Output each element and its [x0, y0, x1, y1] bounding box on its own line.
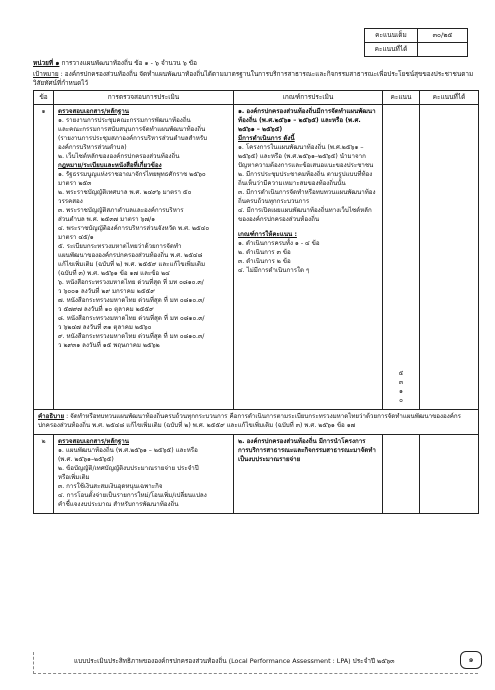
- score-points-value: ๓: [398, 378, 404, 386]
- law-item: (ฉบับที่ ๓) พ.ศ. ๒๕๖๑ ข้อ ๑๗ และข้อ ๒๔: [58, 269, 170, 277]
- doc-cell: [54, 434, 234, 513]
- doc-item: ๔. การโอนตั้งจ่ายเป็นรายการใหม่/โอนเพิ่ม/เปลี่ยนแปลง: [58, 491, 207, 499]
- law-item: มาตรา ๒๕๓: [58, 179, 92, 187]
- assessment-table: [33, 90, 479, 514]
- law-title: กฎหมาย/ระเบียบและหนังสือที่เกี่ยวข้อง: [58, 161, 162, 169]
- doc-item: องค์การบริหารส่วนตำบล): [58, 143, 127, 151]
- criteria-step: ๑. โครงการในแผนพัฒนาท้องถิ่น (พ.ศ.๒๕๖๑ – ๒๕๖๕) และหรือ (พ.ศ.๒๕๖๑–๒๕๖๕) นำมาจากปัญหาความต้องการและข้อเสนอแนะของประชาชน: [238, 143, 374, 169]
- doc-item: ๑. รายงานการประชุมคณะกรรมการพัฒนาท้องถิ่น: [58, 116, 191, 124]
- criteria-head: ๒. องค์กรปกครองส่วนท้องถิ่น มีการนำโครงการ การบริการสาธารณะและกิจกรรมสาธารณะมาจัดทำเป็นงบประมาณรายจ่าย: [238, 437, 376, 463]
- score-cell: [383, 434, 420, 513]
- goal-label: เป้าหมาย: [33, 69, 59, 78]
- doc-title: ตรวจสอบเอกสาร/หลักฐาน: [58, 108, 130, 115]
- header-score: คะแนน: [383, 91, 420, 105]
- section-heading: [33, 59, 478, 90]
- score-cell: [383, 105, 420, 410]
- table-row: [34, 105, 479, 410]
- doc-item: ๒. ข้อบัญญัติ/เทศบัญญัติงบประมาณรายจ่าย ประจำปี: [58, 464, 199, 472]
- criteria-cell: [234, 105, 383, 410]
- law-item: มาตรา ๔๕/๑: [58, 233, 94, 241]
- law-item: แผนพัฒนาขององค์กรปกครองส่วนท้องถิ่น พ.ศ. ๒๕๔๘: [58, 251, 203, 259]
- row-number: ๒: [34, 434, 54, 513]
- doc-item: ๒. เว็บไซต์หลักขององค์กรปกครองส่วนท้องถิ่น: [58, 152, 180, 160]
- law-item: ๘. หนังสือกระทรวงมหาดไทย ด่วนที่สุด ที่ มท ๐๘๑๐.๓/: [58, 314, 205, 322]
- law-item: ๒. พระราชบัญญัติเทศบาล พ.ศ. ๒๔๙๖ มาตรา ๕๐: [58, 188, 192, 196]
- doc-item: (รายงานการประชุมสภาองค์การบริหารส่วนตำบลสำหรับ: [58, 134, 208, 142]
- page-number: ๑: [460, 651, 482, 669]
- score-points-value: ๐: [399, 396, 403, 404]
- explain-label: คำอธิบาย: [38, 412, 65, 420]
- law-item: วรรคสอง: [58, 197, 83, 205]
- criteria-step: ๒. มีการประชุมประชาคมท้องถิ่น ตามรูปแบบที่ท้องถิ่นเห็นว่ามีความเหมาะสมของท้องถิ่นนั้น: [238, 170, 373, 187]
- table-row: [34, 434, 479, 513]
- law-item: ๑. รัฐธรรมนูญแห่งราชอาณาจักรไทยพุทธศักราช ๒๕๖๐: [58, 170, 206, 178]
- header-doc: การตรวจสอบการประเมิน: [54, 91, 234, 105]
- row-number: ๑: [34, 105, 54, 410]
- score-points: [385, 370, 417, 406]
- doc-list: [58, 117, 229, 162]
- header-got: คะแนนที่ได้: [420, 91, 479, 105]
- law-item: ว ๖๐๐๑ ลงวันที่ ๒๙ มกราคม ๒๕๕๙: [58, 287, 155, 295]
- score-criterion: ๓. ดำเนินการ ๒ ข้อ: [238, 257, 291, 265]
- score-points-value: ๑: [399, 387, 403, 395]
- doc-item: หรือเพิ่มเติม: [58, 473, 90, 481]
- table-header-row: [34, 91, 479, 105]
- full-score-value: ๓๐/๒๕: [418, 29, 468, 43]
- doc-item: ๑. แผนพัฒนาท้องถิ่น (พ.ศ.๒๕๖๑ – ๒๕๖๕) และหรือ: [58, 446, 198, 454]
- page-footer: [33, 652, 478, 674]
- doc-cell: [54, 105, 234, 410]
- obtained-cell: [420, 434, 479, 513]
- explain-text: : จัดทำหรือทบทวนแผนพัฒนาท้องถิ่นครบถ้วนทุกกระบวนการ คือการดำเนินการตามระเบียบกระทรวงมหาดไทยว่าด้วยการจัดทำแผนพัฒนาขององค์กรปกครองส่วนท้องถิ่น พ.ศ. ๒๕๔๘ แก้ไขเพิ่มเติม (ฉบับที่ ๒) พ.ศ. ๒๕๕๙ และแก้ไขเพิ่มเติม (ฉบับที่ ๓) พ.ศ. ๒๕๖๑ ข้อ ๑๗: [38, 412, 461, 429]
- law-item: ๙. หนังสือกระทรวงมหาดไทย ด่วนที่สุด ที่ มท ๐๘๑๐.๓/: [58, 332, 205, 340]
- law-item: ๗. หนังสือกระทรวงมหาดไทย ด่วนที่สุด ที่ มท ๐๘๑๐.๓/: [58, 296, 205, 304]
- law-item: ๕. ระเบียบกระทรวงมหาดไทยว่าด้วยการจัดทำ: [58, 242, 182, 250]
- criteria-step: ๔. มีการเปิดเผยแผนพัฒนาท้องถิ่นทางเว็บไซต์หลักขององค์กรปกครองส่วนท้องถิ่น: [238, 206, 372, 223]
- law-item: ๓. พระราชบัญญัติสภาตำบลและองค์การบริหาร: [58, 206, 184, 214]
- obtained-score-value: [418, 43, 468, 57]
- doc-item: คำชี้แจงงบประมาณ สำหรับการพัฒนาท้องถิ่น: [58, 500, 179, 508]
- footer-text: แบบประเมินประสิทธิภาพขององค์กรปกครองส่วนท้องถิ่น (Local Performance Assessment : LPA) ประจำปี ๒๕๖๓: [74, 657, 395, 665]
- criteria-scores: [238, 240, 378, 276]
- criteria-cell: [234, 434, 383, 513]
- doc-item: และคณะกรรมการสนับสนุนการจัดทำแผนพัฒนาท้องถิ่น: [58, 125, 206, 133]
- doc-title: ตรวจสอบเอกสาร/หลักฐาน: [58, 437, 130, 445]
- law-item: ส่วนตำบล พ.ศ. ๒๕๓๗ มาตรา ๖๗/๑: [58, 215, 156, 223]
- score-criterion: ๑. ดำเนินการครบทั้ง ๑ - ๔ ข้อ: [238, 239, 320, 247]
- criteria-steps-title: มีการดำเนินการ ดังนี้: [238, 134, 295, 142]
- goal-text: : องค์กรปกครองส่วนท้องถิ่น จัดทำแผนพัฒนาท้องถิ่นได้ตามมาตรฐานในการบริการสาธารณะและกิจกรรมสาธารณะเพื่อประโยชน์สุขของประชาชนตามวิสัยทัศน์ที่กำหนดไว้: [33, 69, 474, 88]
- score-criterion: ๒. ดำเนินการ ๓ ข้อ: [238, 248, 291, 256]
- law-item: ๖. หนังสือกระทรวงมหาดไทย ด่วนที่สุด ที่ มท ๐๘๑๐.๓/: [58, 278, 204, 286]
- obtained-cell: [420, 105, 479, 410]
- score-criterion: ๔. ไม่มีการดำเนินการใด ๆ: [238, 266, 310, 274]
- doc-list: [58, 447, 229, 510]
- doc-item: ๓. การใช้เงินสะสมเงินอุดหนุนเฉพาะกิจ: [58, 482, 163, 490]
- explain-cell: [34, 409, 479, 434]
- law-list: [58, 171, 229, 351]
- law-item: ว ๖๒๔๗ ลงวันที่ ๓๑ ตุลาคม ๒๕๖๐: [58, 323, 152, 331]
- law-item: ว ๒๙๓๑ ลงวันที่ ๑๕ พฤษภาคม ๒๕๖๒: [58, 341, 160, 349]
- header-crit: เกณฑ์การประเมิน: [234, 91, 383, 105]
- unit-text: การวางแผนพัฒนาท้องถิ่น ข้อ ๑ - ๖ จำนวน ๖ ข้อ: [59, 59, 197, 67]
- law-item: แก้ไขเพิ่มเติม (ฉบับที่ ๒) พ.ศ. ๒๕๕๙ และแก้ไขเพิ่มเติม: [58, 260, 206, 268]
- criteria-steps: [238, 144, 378, 225]
- law-item: ว ๕๗๙๗ ลงวันที่ ๑๐ ตุลาคม ๒๕๕๙: [58, 305, 154, 313]
- unit-label: หน่วยที่ ๑: [33, 59, 60, 67]
- criteria-head: ๑. องค์กรปกครองส่วนท้องถิ่นมีการจัดทำแผนพัฒนาท้องถิ่น (พ.ศ.๒๕๖๑ – ๒๕๖๕) และหรือ (พ.ศ. ๒๕๖๑ – ๒๕๖๕): [238, 108, 376, 133]
- goal-line: [33, 70, 478, 89]
- score-box: [364, 28, 468, 57]
- full-score-label: คะแนนเต็ม: [365, 29, 418, 43]
- score-points-value: ๕: [398, 370, 404, 377]
- header-no: ข้อ: [34, 91, 54, 105]
- explain-row: [34, 409, 479, 434]
- criteria-step: ๓. มีการดำเนินการจัดทำหรือทบทวนแผนพัฒนาท้องถิ่นครบถ้วนทุกกระบวนการ: [238, 188, 376, 205]
- law-item: ๔. พระราชบัญญัติองค์การบริหารส่วนจังหวัด พ.ศ. ๒๕๔๐: [58, 224, 210, 232]
- unit-line: [33, 59, 478, 69]
- criteria-score-title: เกณฑ์การให้คะแนน :: [238, 230, 297, 238]
- obtained-score-label: คะแนนที่ได้: [365, 43, 418, 57]
- doc-item: (พ.ศ. ๒๕๖๑–๒๕๖๕): [58, 455, 114, 463]
